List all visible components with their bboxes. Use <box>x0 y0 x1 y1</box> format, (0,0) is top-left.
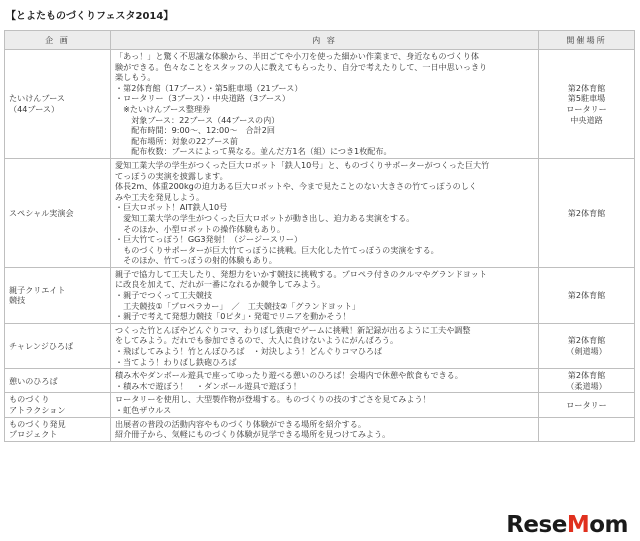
content-line: をしてみよう。だれでも参加できるので、大人に負けないようにがんばろう。 <box>115 335 399 346</box>
event-line: プロジェクト <box>9 429 58 440</box>
event-table <box>4 30 635 442</box>
event-description-cell <box>111 417 539 441</box>
header-content: 内 容 <box>111 31 539 50</box>
table-row <box>5 417 635 441</box>
event-name-cell <box>5 369 111 393</box>
table-row <box>5 158 635 267</box>
venue-line: （柔道場） <box>566 380 607 391</box>
event-description-cell <box>111 369 539 393</box>
event-description-cell <box>111 267 539 323</box>
venue-line: 第2体育館 <box>567 207 606 218</box>
venue-line: 第2体育館 <box>567 335 606 346</box>
event-venue-cell <box>539 267 635 323</box>
content-line: ・積み木で遊ぼう！ ・ダンボール遊具で遊ぼう！ <box>115 380 302 391</box>
content-line: 配布時間：9:00～、12:00～ 合計2回 <box>115 125 275 136</box>
header-venue: 開催場所 <box>539 31 635 50</box>
event-venue-cell <box>539 50 635 159</box>
venue-line: 第2体育館 <box>567 82 606 93</box>
event-name-cell <box>5 393 111 417</box>
content-line: ロータリーを使用し、大型製作物が登場する。ものづくりの技のすごさを見てみよう！ <box>115 394 431 405</box>
event-line: スペシャル実演会 <box>9 207 74 218</box>
content-line: 配布枚数：ブースによって異なる。並んだ方1名（組）につき1枚配布。 <box>115 146 392 157</box>
event-description-cell <box>111 323 539 368</box>
table-row <box>5 393 635 417</box>
content-line: ・親子でつくって工夫競技 <box>115 290 212 301</box>
content-line: ・飛ばしてみよう！竹とんぼひろば ・対決しよう！どんぐりコマひろば <box>115 346 383 357</box>
event-line: 親子クリエイト <box>9 284 66 295</box>
venue-line: 第5駐車場 <box>567 93 606 104</box>
content-line: 工夫競技①「プロペラカー」 ／ 工夫競技②「グランドヨット」 <box>115 300 361 311</box>
content-line: ・当てよう！わりばし鉄砲ひろば <box>115 356 237 367</box>
content-line: 積み木やダンボール遊具で座ってゆったり遊べる憩いのひろば！会場内で休憩や飲食もできる。 <box>115 370 463 381</box>
event-name-cell <box>5 417 111 441</box>
content-line: そのほか、小型ロボットの操作体験もあり。 <box>115 223 285 234</box>
event-venue-cell <box>539 369 635 393</box>
content-line: 愛知工業大学の学生がつくった巨大ロボット「鉄人10号」と、ものづくりサポーターがつくった巨大竹 <box>115 159 490 170</box>
event-line: 競技 <box>9 295 26 306</box>
table-body <box>5 50 635 442</box>
event-line: （44ブース） <box>9 103 60 114</box>
venue-line: 中央道路 <box>570 114 603 125</box>
content-line: 配布場所：対象の22ブース前 <box>115 135 238 146</box>
event-line: たいけんブース <box>9 93 66 104</box>
resemom-watermark-logo: ReseMom <box>506 512 628 538</box>
event-description-cell <box>111 393 539 417</box>
event-line: ものづくり <box>9 394 50 405</box>
header-event: 企 画 <box>5 31 111 50</box>
content-line: みや工夫を発見しよう。 <box>115 191 205 202</box>
content-line: 親子で協力して工夫したり、発想力をいかす競技に挑戦する。プロペラ付きのクルマやグランドヨット <box>115 268 487 279</box>
content-line: ・第2体育館（17ブース）・第5駐車場（21ブース） <box>115 82 303 93</box>
content-line: てっぽうの実演を披露します。 <box>115 170 228 181</box>
content-line: つくった竹とんぼやどんぐりコマ、わりばし鉄砲でゲームに挑戦！新記録が出るように工夫や調整 <box>115 324 471 335</box>
table-row <box>5 369 635 393</box>
event-venue-cell <box>539 158 635 267</box>
event-venue-cell <box>539 393 635 417</box>
venue-line: ロータリー <box>566 399 607 410</box>
content-line: 験ができる。色々なことをスタッフの人に教えてもらったり、自分で考えたりして、一日中思いっきり <box>115 61 488 72</box>
event-name-cell <box>5 50 111 159</box>
event-line: 憩いのひろば <box>9 375 58 386</box>
event-name-cell <box>5 158 111 267</box>
content-line: ※たいけんブース整理券 <box>115 103 211 114</box>
content-line: ・親子で考えて発想力競技「0ピタ」・発電でリニアを動かそう！ <box>115 311 351 322</box>
table-row <box>5 323 635 368</box>
content-line: ・巨大ロボット！AIT鉄人10号 <box>115 202 228 213</box>
table-row <box>5 267 635 323</box>
venue-line: 第2体育館 <box>567 370 606 381</box>
content-line: 出展者の普段の活動内容やものづくり体験ができる場所を紹介する。 <box>115 418 366 429</box>
event-line: アトラクション <box>9 405 66 415</box>
content-line: 楽しもう。 <box>115 72 156 83</box>
content-line: ・ロータリー（3ブース）・中央道路（3ブース） <box>115 93 290 104</box>
event-name-cell <box>5 267 111 323</box>
event-description-cell <box>111 50 539 159</box>
event-venue-cell <box>539 323 635 368</box>
content-line: 対象ブース：22ブース（44ブースの内） <box>115 114 280 125</box>
venue-line: ロータリー <box>566 103 607 114</box>
event-line: チャレンジひろば <box>9 340 74 351</box>
venue-line: 第2体育館 <box>567 290 606 301</box>
content-line: に改良を加えて、だれが一番になれるか競争してみよう。 <box>115 279 326 290</box>
page-title: 【とよたものづくりフェスタ2014】 <box>6 11 174 22</box>
event-description-cell <box>111 158 539 267</box>
content-line: 体長2m、体重200kgの迫力ある巨大ロボットや、今まで見たことのない大きさの竹てっぽうのしく <box>115 181 477 192</box>
content-line: 紹介冊子から、気軽にものづくり体験が見学できる場所を見つけてみよう。 <box>115 429 391 440</box>
content-line: そのほか、竹てっぽうの射的体験もあり。 <box>115 255 277 266</box>
content-line: 「あっ！」と驚く不思議な体験から、半田ごてや小刀を使った細かい作業まで、身近なものづくり体 <box>115 51 479 61</box>
event-venue-cell <box>539 417 635 441</box>
venue-line: （剣道場） <box>566 346 607 357</box>
event-name-cell <box>5 323 111 368</box>
content-line: 愛知工業大学の学生がつくった巨大ロボットが動き出し、迫力ある実演をする。 <box>115 212 415 223</box>
event-line: ものづくり発見 <box>9 418 66 429</box>
content-line: ・虹色ザウルス <box>115 405 172 415</box>
table-header-row <box>5 31 635 50</box>
content-line: ・巨大竹てっぽう！GG3発射！（ジージースリー） <box>115 234 303 245</box>
table-row <box>5 50 635 159</box>
content-line: ものづくりサポーターが巨大竹てっぽうに挑戦。巨大化した竹てっぽうの実演をする。 <box>115 244 439 255</box>
